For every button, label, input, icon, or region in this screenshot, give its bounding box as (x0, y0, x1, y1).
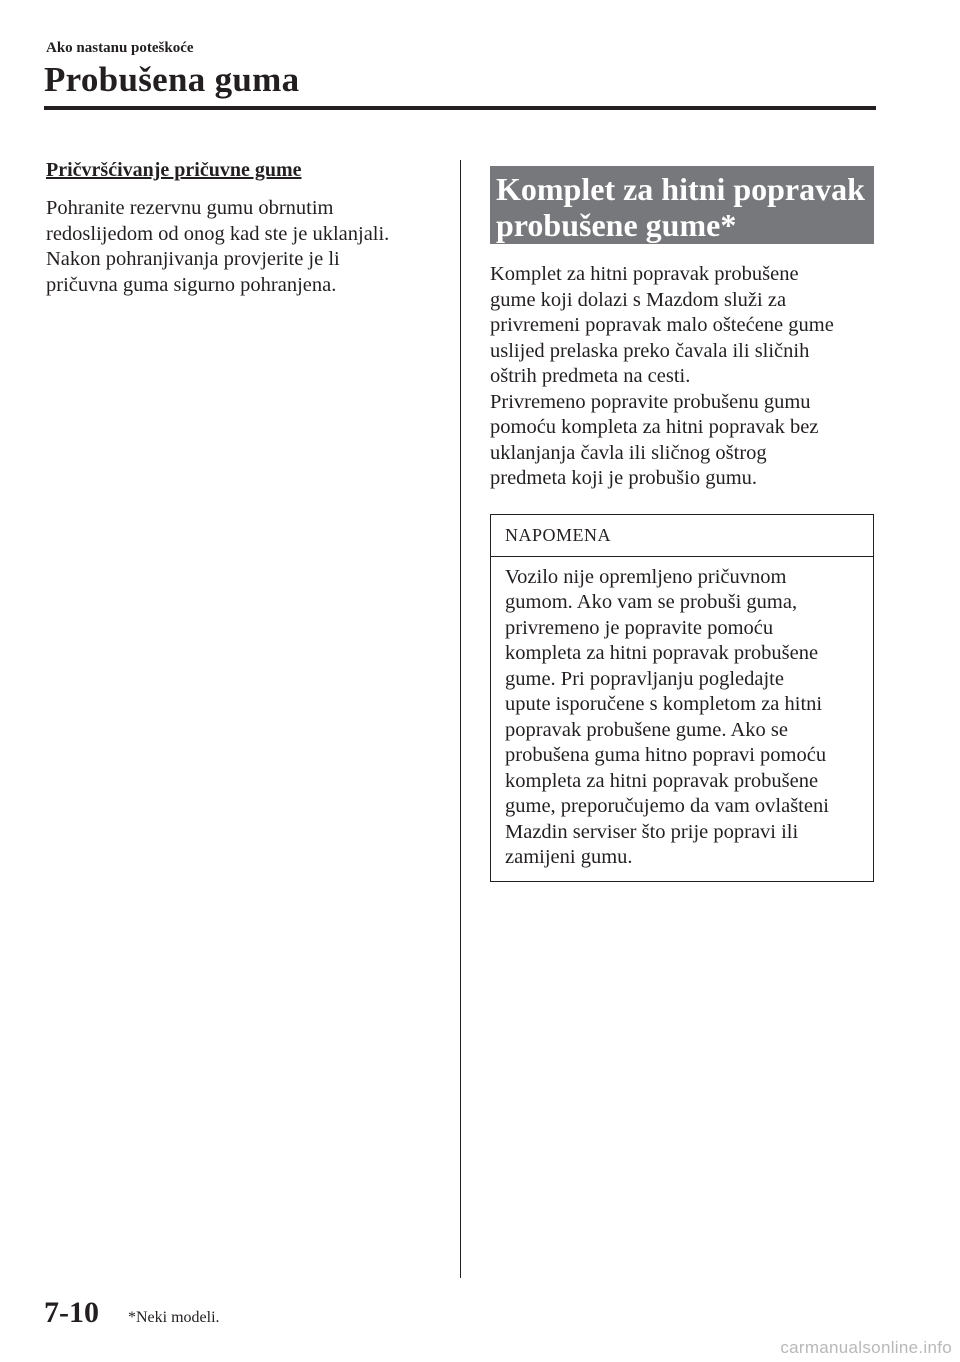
note-line: privremeno je popravite pomoću (505, 616, 774, 639)
text-line: gume koji dolazi s Mazdom služi za (490, 288, 787, 311)
text-line: pričuvna guma sigurno pohranjena. (46, 273, 337, 296)
note-line: kompleta za hitni popravak probušene (505, 769, 819, 792)
text-line: Komplet za hitni popravak probušene (490, 263, 799, 285)
note-heading: NAPOMENA (491, 515, 873, 557)
text-line: Pohranite rezervnu gumu obrnutim (46, 197, 334, 219)
section-title-line: Komplet za hitni popravak (496, 171, 865, 207)
note-line: Mazdin serviser što prije popravi ili (505, 820, 799, 843)
text-line: uklanjanja čavla ili sličnog oštrog (490, 441, 767, 464)
left-column (46, 156, 446, 298)
page-title: Probušena guma (44, 60, 300, 99)
note-line: gume. Pri popravljanju pogledajte (505, 667, 784, 690)
text-line: uslijed prelaska preko čavala ili sličnih (490, 339, 810, 362)
left-paragraph (46, 196, 446, 298)
breadcrumb: Ako nastanu poteškoće (46, 40, 194, 56)
note-line: Vozilo nije opremljeno pričuvnom (505, 565, 787, 588)
section-banner (490, 166, 874, 244)
note-line: kompleta za hitni popravak probušene (505, 642, 819, 664)
column-divider (460, 160, 461, 1278)
note-line: popravak probušene gume. Ako se (505, 718, 788, 741)
note-body (491, 557, 873, 881)
note-line: probušena guma hitno popravi pomoću (505, 744, 827, 766)
watermark: carmanualsonline.info (780, 1338, 952, 1357)
subheading-spare-tire-storage: Pričvršćivanje pričuvne gume (46, 159, 302, 181)
note-line: gumom. Ako vam se probuši guma, (505, 591, 798, 613)
text-line: pomoću kompleta za hitni popravak bez (490, 416, 819, 438)
note-line: zamijeni gumu. (505, 846, 633, 868)
note-box (490, 514, 874, 882)
text-line: Privremeno popravite probušenu gumu (490, 390, 811, 413)
footnote: *Neki modeli. (128, 1309, 220, 1326)
text-line: privremeni popravak malo oštećene gume (490, 314, 834, 336)
text-line: Nakon pohranjivanja provjerite je li (46, 248, 340, 270)
header-rule (44, 106, 876, 110)
section-title-line: probušene gume* (496, 207, 737, 243)
text-line: redoslijedom od onog kad ste je uklanjali. (46, 222, 390, 245)
text-line: oštrih predmeta na cesti. (490, 365, 691, 387)
right-paragraph (490, 262, 876, 492)
note-line: upute isporučene s kompletom za hitni (505, 693, 823, 715)
text-line: predmeta koji je probušio gumu. (490, 467, 758, 489)
note-line: gume, preporučujemo da vam ovlašteni (505, 795, 829, 817)
page-number: 7-10 (44, 1296, 99, 1329)
right-column (490, 166, 876, 882)
